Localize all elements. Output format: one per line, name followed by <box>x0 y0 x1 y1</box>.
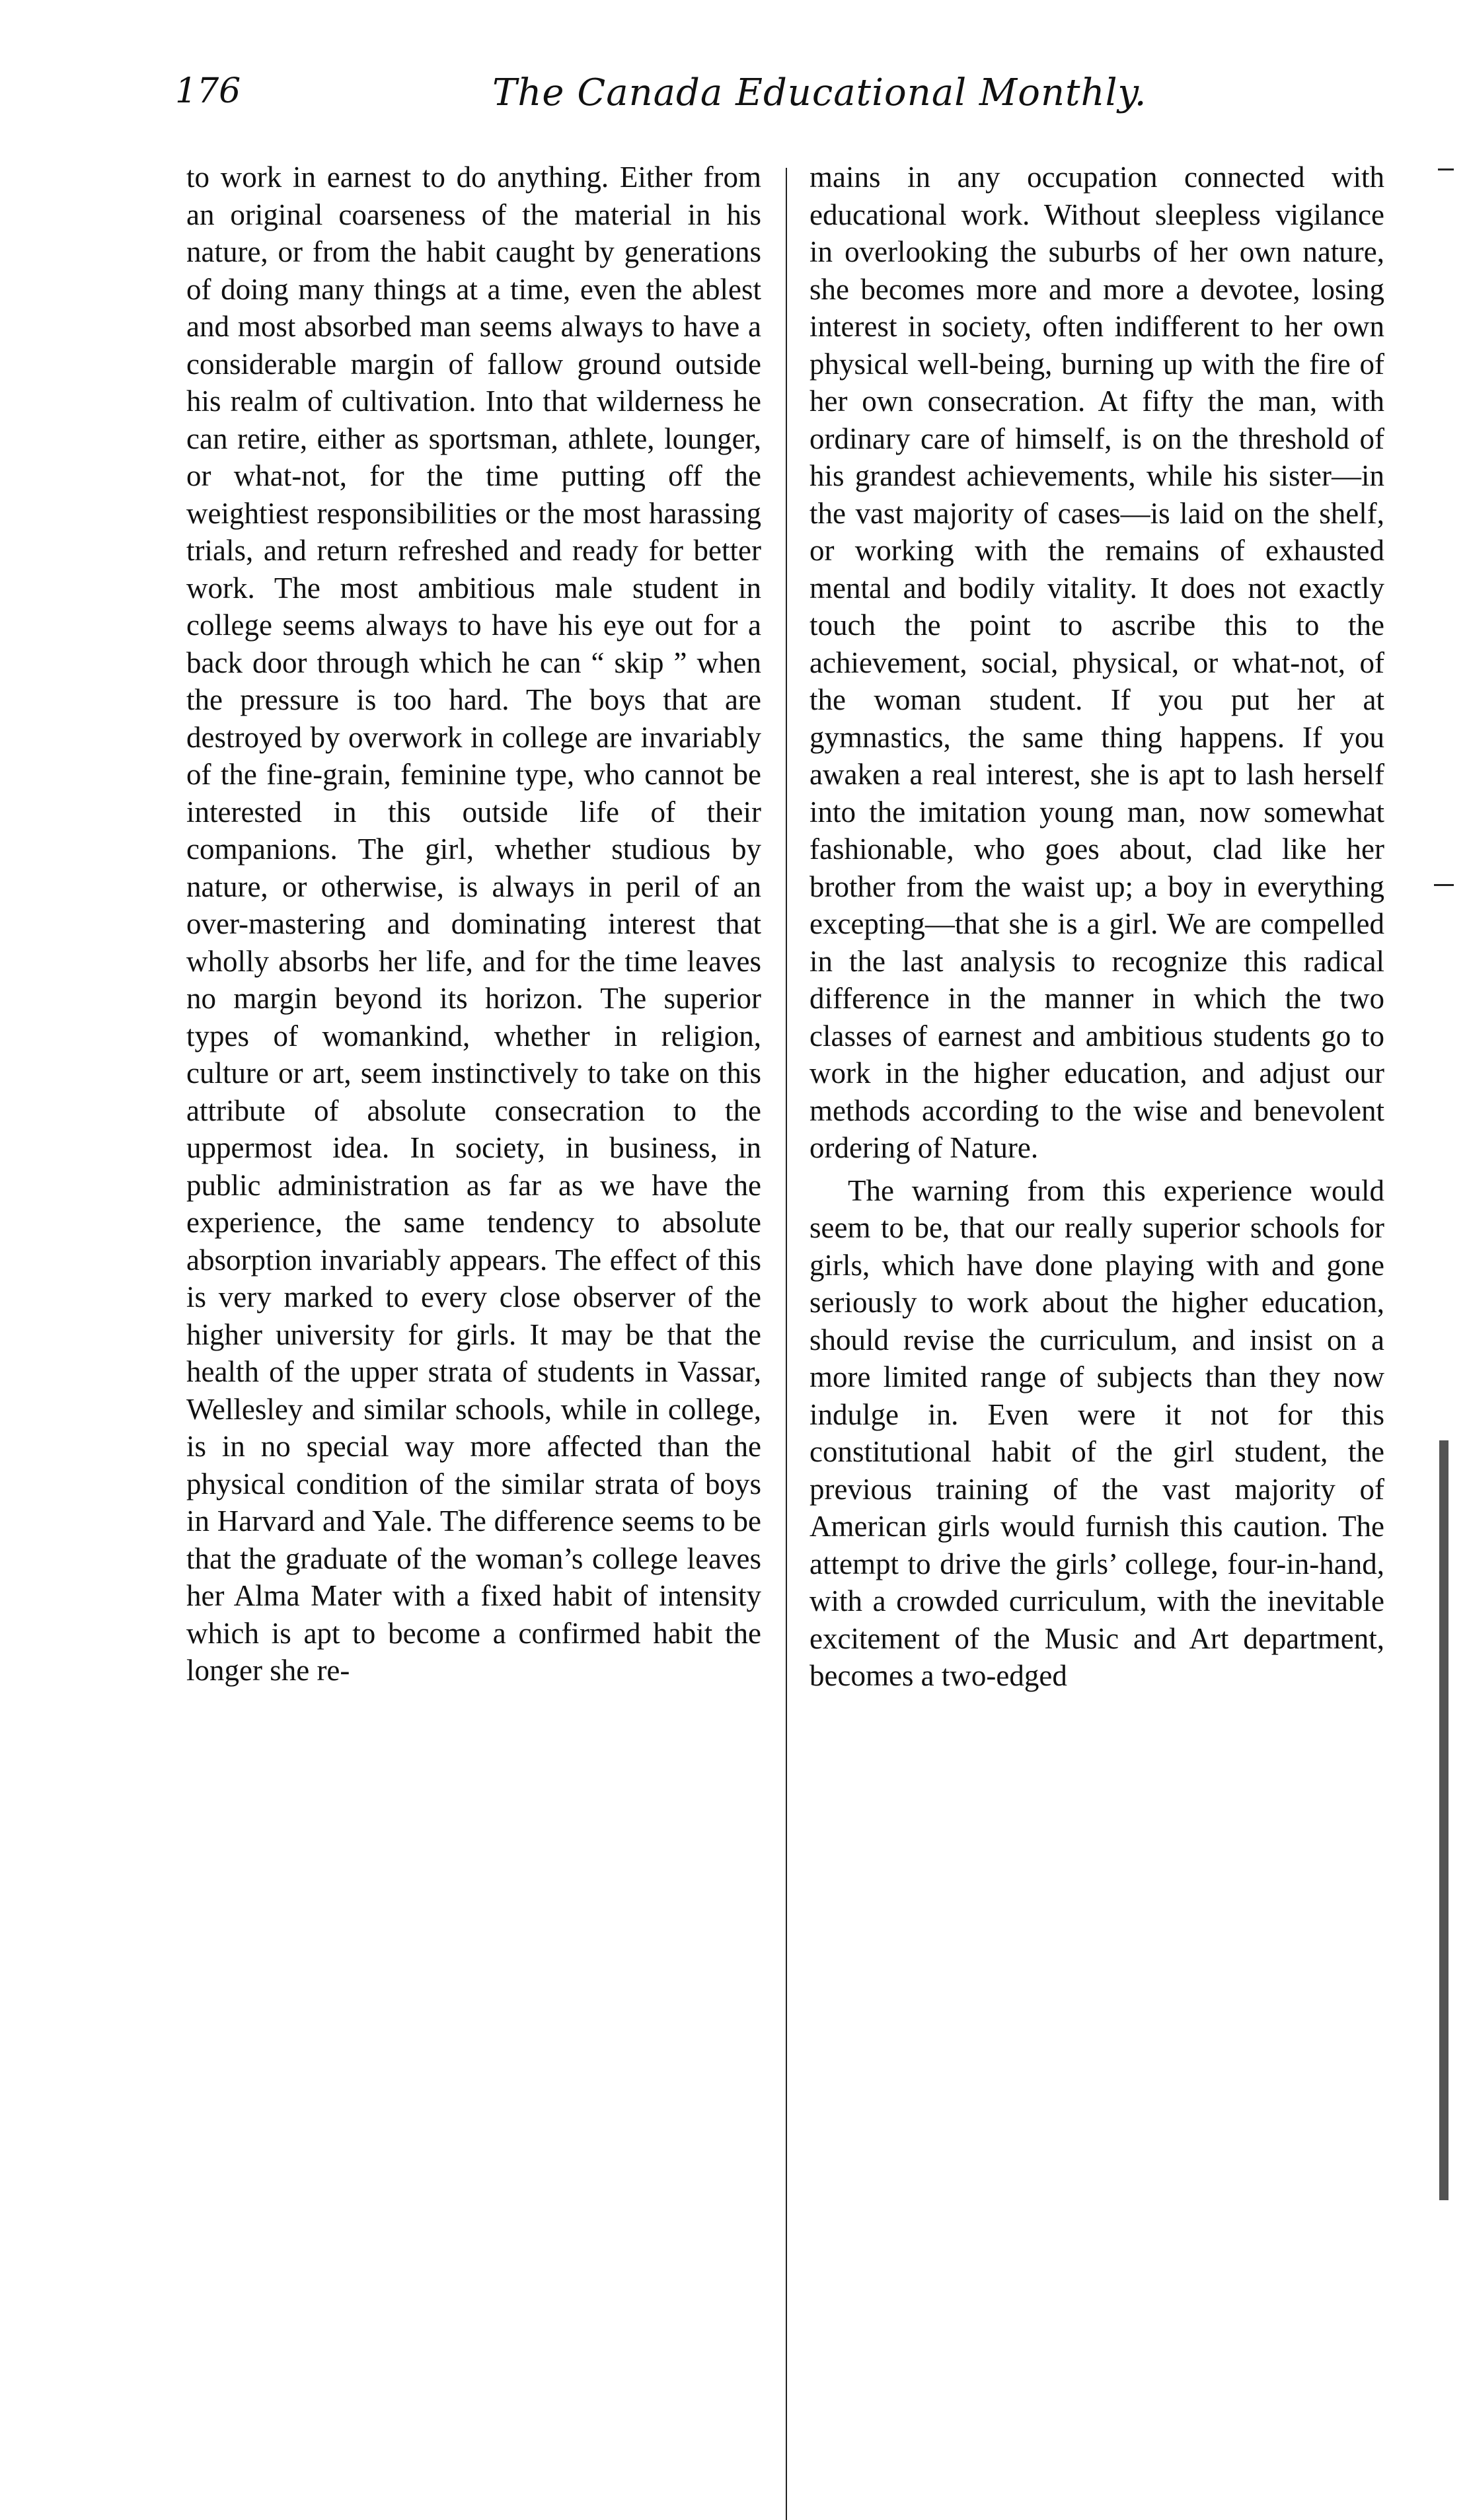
page-edge-shadow <box>1439 1440 1448 2200</box>
page-number: 176 <box>175 71 241 111</box>
column-divider <box>786 168 787 2520</box>
right-paragraph-1: mains in any occupation connected with educational work. Without sleepless vigilance in overlooking the suburbs of her own nature, she becomes more and more a devotee, losing interest in society, often indifferent to her own physical well-being, burning up with the fire of her own consecration. At fifty the man, with ordinary care of himself, is on the threshold of his grandest achievements, while his sister—in the vast majority of cases—is laid on the shelf, or working with the remains of exhausted mental and bodily vitality. It does not exactly touch the point to ascribe this to the achievement, social, physical, or what-not, of the woman student. If you put her at gymnastics, the same thing happens. If you awaken a real interest, she is apt to lash herself into the imitation young man, now somewhat fashionable, who goes about, clad like her brother from the waist up; a boy in everything excepting—that she is a girl. We are compelled in the last analysis to recognize this radical difference in the manner in which the two classes of earnest and ambitious students go to work in the higher education, and adjust our methods according to the wise and benevolent ordering of Nature. <box>809 161 1384 1164</box>
text-columns <box>186 159 1401 2141</box>
page-header <box>175 71 1398 131</box>
scan-mark-top <box>1438 168 1454 170</box>
right-paragraph-2: The warning from this experience would seem to be, that our really superior schools for girls, which have done playing with and gone seriously to work about the higher education, should revise the curriculum, and insist on a more limited range of subjects than they now indulge in. Even were it not for this constitutional habit of the girl student, the previous training of the vast majority of American girls would furnish this caution. The attempt to drive the girls’ college, four-in-hand, with a crowded curriculum, with the inevitable excitement of the Music and Art department, becomes a two-edged <box>809 1173 1384 1692</box>
left-paragraph-1: to work in earnest to do anything. Either from an original coarseness of the material in his nature, or from the habit caught by generations of doing many things at a time, even the ablest and most absorbed man seems always to have a considerable margin of fallow ground outside his realm of cultivation. Into that wilderness he can retire, either as sportsman, athlete, lounger, or what-not, for the time putting off the weightiest responsibilities or the most harassing trials, and return refreshed and ready for better work. The most ambitious male student in college seems always to have his eye out for a back door through which he can “ skip ” when the pressure is too hard. The boys that are destroyed by overwork in college are invariably of the fine-grain, feminine type, who cannot be interested in this outside life of their companions. The girl, whether studious by nature, or otherwise, is always in peril of an over-mastering and dominating interest that wholly absorbs her life, and for the time leaves no margin beyond its horizon. The superior types of womankind, whether in religion, culture or art, seem instinctively to take on this attribute of absolute consecration to the uppermost idea. In society, in business, in public administration as far as we have the experience, the same tendency to absolute absorption invariably appears. The effect of this is very marked to every close observer of the higher university for girls. It may be that the health of the upper strata of students in Vassar, Wellesley and similar schools, while in college, is in no special way more affected than the physical condition of the similar strata of boys in Harvard and Yale. The difference seems to be that the graduate of the woman’s college leaves her Alma Mater with a fixed habit of intensity which is apt to become a confirmed habit the longer she re- <box>186 161 761 1687</box>
scan-mark-middle <box>1434 884 1454 886</box>
running-title: The Canada Educational Monthly. <box>492 71 1147 114</box>
right-column <box>809 159 1384 1695</box>
left-column <box>186 159 761 1689</box>
